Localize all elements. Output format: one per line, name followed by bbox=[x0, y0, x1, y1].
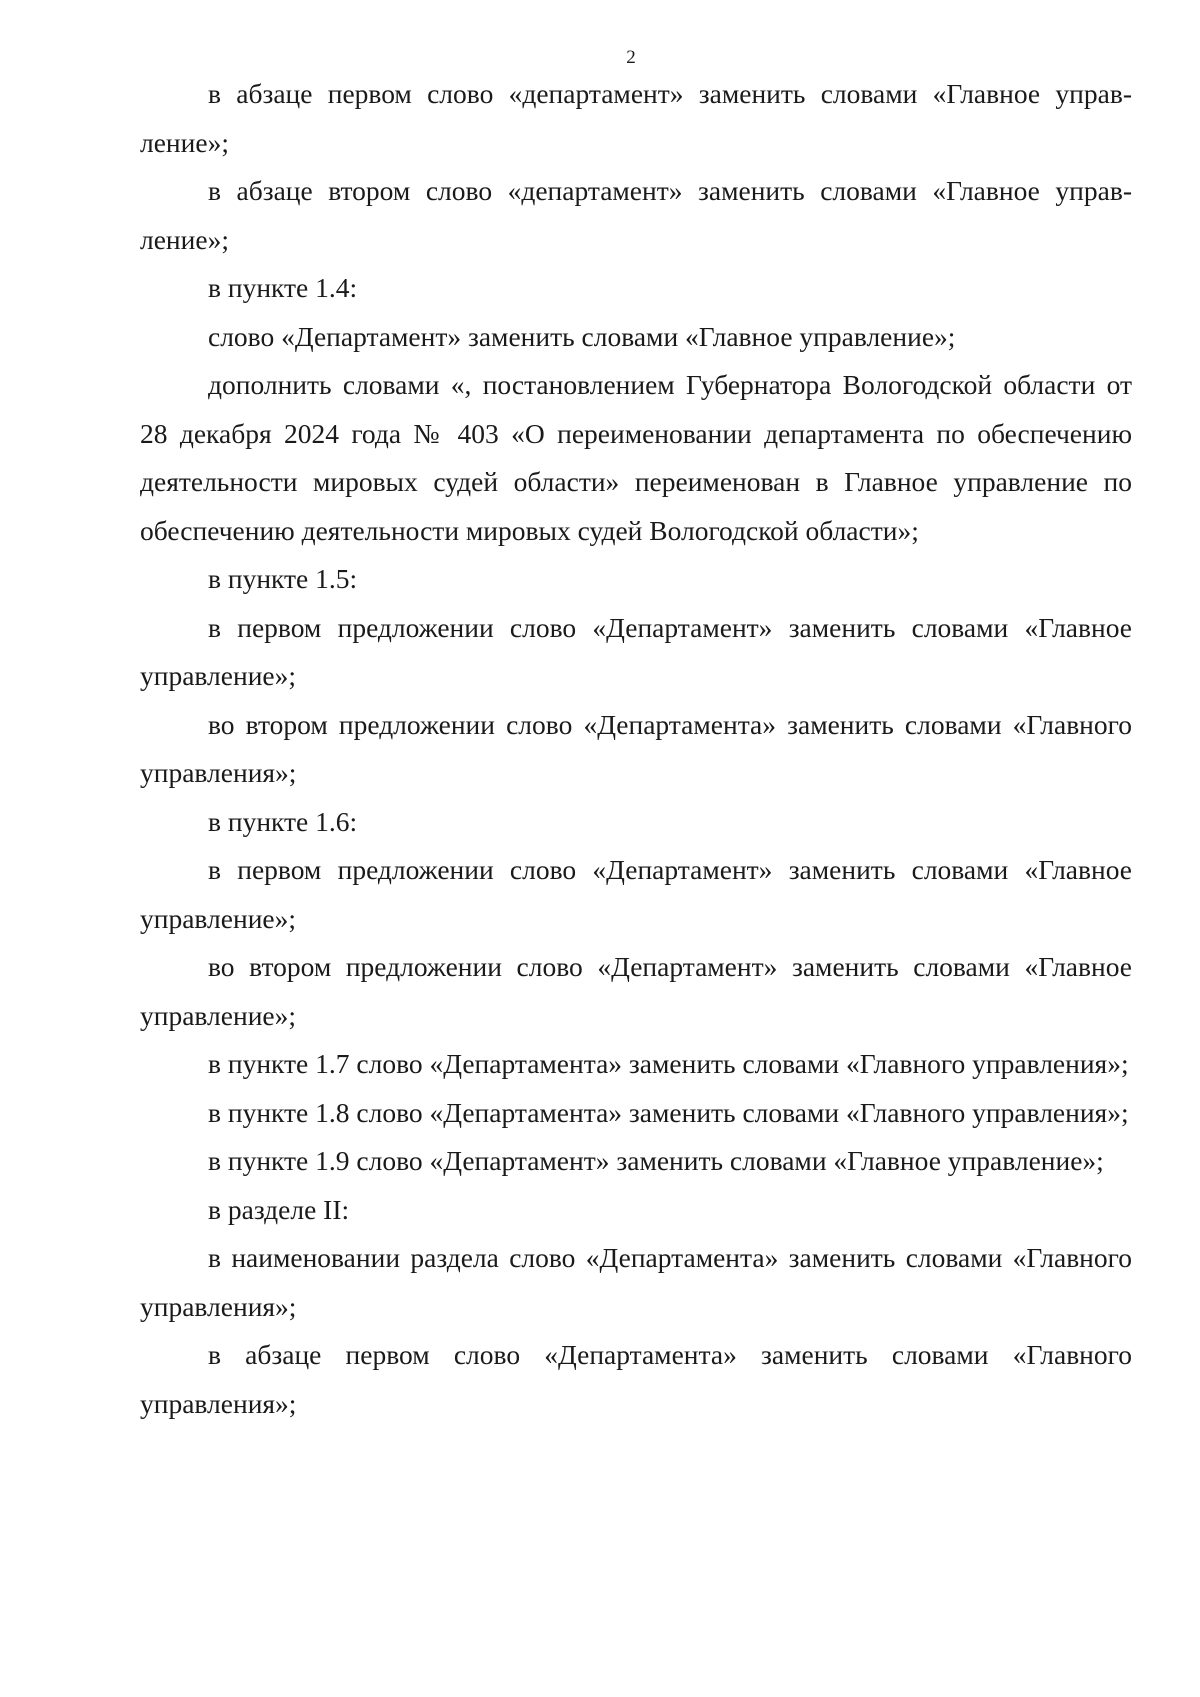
page-number: 2 bbox=[626, 47, 636, 68]
paragraph: в разделе II: bbox=[208, 1193, 350, 1225]
paragraph: в первом предложении слово «Департамент» заменить словами «Главное управление»; bbox=[140, 611, 1132, 691]
paragraph: в первом предложении слово «Департамент» заменить словами «Главное управление»; bbox=[140, 854, 1132, 934]
paragraph: дополнить словами «, постановлением Губернатора Вологодской области от 28 декабря 2024 года № 403 «О переименовании департамента по обеспечению деятельности мировых судей области» переименован в Главное управление по обеспечению деятельности мировых судей Вологодской области»; bbox=[140, 369, 1132, 546]
paragraph: в абзаце втором слово «департамент» заменить словами «Главное управление»; bbox=[140, 175, 1132, 255]
paragraph: в пункте 1.8 слово «Департамента» заменить словами «Главного управления»; bbox=[208, 1096, 1129, 1128]
paragraph: в абзаце первом слово «департамент» заменить словами «Главное управление»; bbox=[140, 78, 1132, 158]
paragraph: в пункте 1.6: bbox=[208, 805, 358, 837]
paragraph: в абзаце первом слово «Департамента» заменить словами «Главного управления»; bbox=[140, 1339, 1132, 1419]
paragraph: в пункте 1.9 слово «Департамент» заменить словами «Главное управление»; bbox=[208, 1145, 1104, 1176]
paragraph: в пункте 1.5: bbox=[208, 563, 358, 594]
paragraph: слово «Департамент» заменить словами «Главное управление»; bbox=[208, 320, 956, 352]
paragraph: во втором предложении слово «Департамент» заменить словами «Главное управление»; bbox=[140, 951, 1132, 1031]
paragraph: в пункте 1.4: bbox=[208, 272, 358, 303]
document-body bbox=[140, 70, 1132, 1428]
paragraph: в наименовании раздела слово «Департамента» заменить словами «Главного управления»; bbox=[140, 1242, 1132, 1322]
paragraph: в пункте 1.7 слово «Департамента» заменить словами «Главного управления»; bbox=[208, 1048, 1129, 1079]
paragraph: во втором предложении слово «Департамента» заменить словами «Главного управления»; bbox=[140, 708, 1132, 788]
